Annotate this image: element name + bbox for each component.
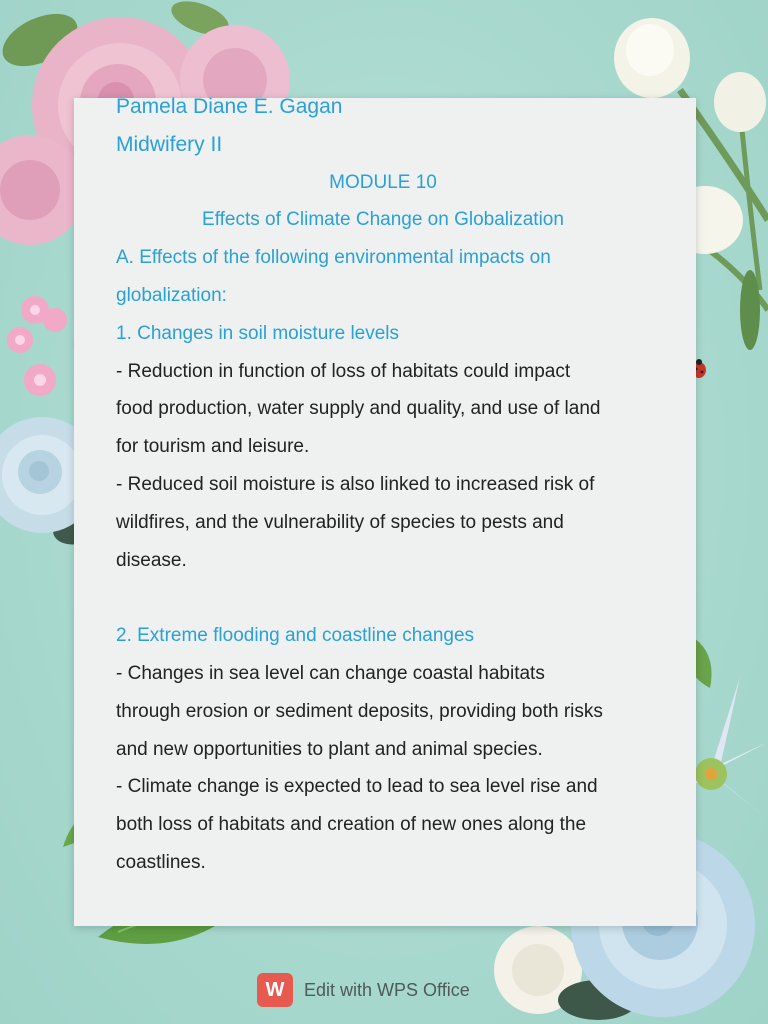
author-name: Pamela Diane E. Gagan (116, 95, 343, 118)
item-2-text-line: both loss of habitats and creation of new ones along the (116, 814, 587, 836)
edit-with-wps-button[interactable] (257, 973, 470, 1007)
edit-with-wps-label: Edit with WPS Office (304, 979, 470, 1000)
section-heading-line-2: globalization: (116, 284, 227, 306)
item-1-text-line: disease. (116, 549, 187, 571)
item-2-text-line: coastlines. (116, 851, 206, 873)
item-1-text-line: - Reduction in function of loss of habitats could impact (116, 360, 571, 382)
item-1-text-line: for tourism and leisure. (116, 436, 310, 458)
document-content (116, 88, 656, 882)
module-title: MODULE 10 (329, 171, 437, 193)
item-1-text-line: food production, water supply and quality, and use of land (116, 398, 601, 420)
item-2-text-line: - Changes in sea level can change coastal habitats (116, 662, 545, 684)
section-heading-line-1: A. Effects of the following environmental impacts on (116, 247, 551, 269)
item-2-text-line: and new opportunities to plant and animal species. (116, 738, 543, 760)
item-2-text-line: through erosion or sediment deposits, providing both risks (116, 700, 603, 722)
item-1-text-line: wildfires, and the vulnerability of species to pests and (116, 511, 564, 533)
item-1-text-line: - Reduced soil moisture is also linked to increased risk of (116, 473, 595, 495)
item-2-heading: 2. Extreme flooding and coastline changes (116, 625, 475, 647)
module-subtitle: Effects of Climate Change on Globalization (202, 209, 564, 231)
wps-logo-icon: W (257, 973, 293, 1007)
course-name: Midwifery II (116, 132, 223, 156)
paragraph-gap (116, 579, 656, 617)
item-1-heading: 1. Changes in soil moisture levels (116, 322, 400, 344)
item-2-text-line: - Climate change is expected to lead to sea level rise and (116, 776, 598, 798)
